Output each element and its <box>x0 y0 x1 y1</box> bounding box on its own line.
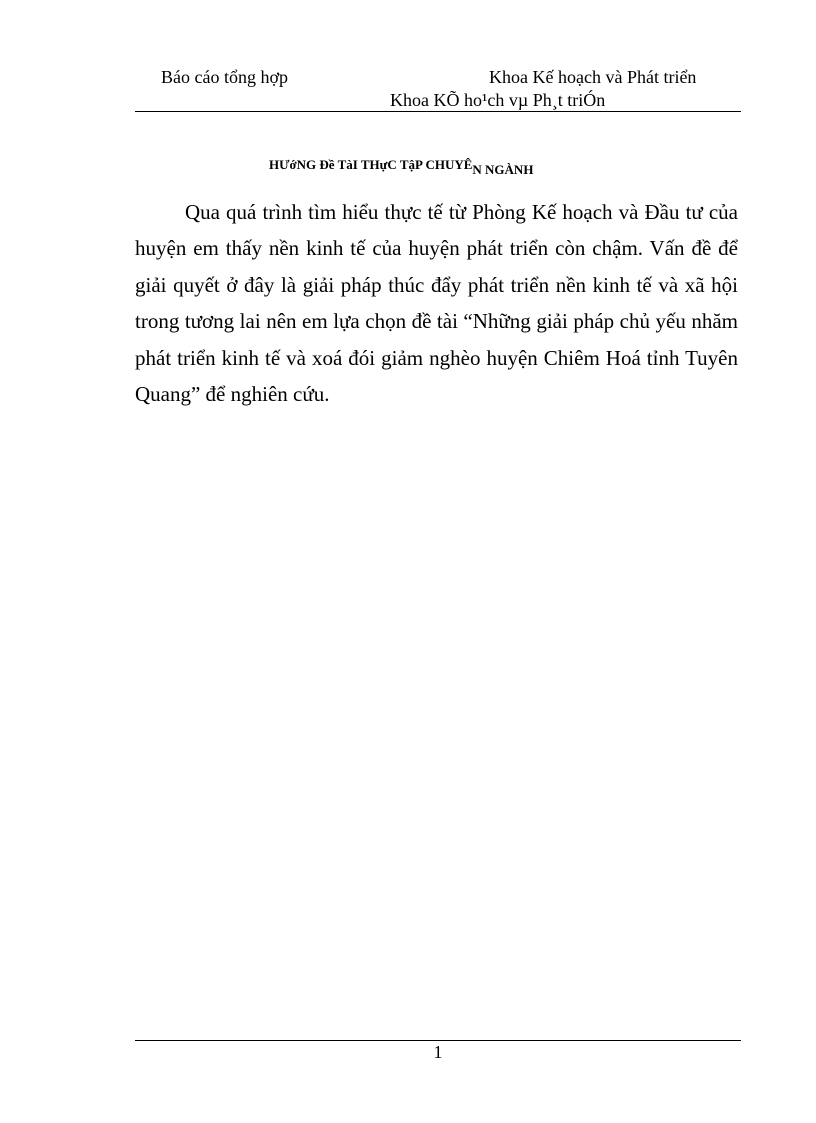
header-faculty-name-legacy-encoding: Khoa KÕ ho¹ch vµ Ph¸t triÓn <box>390 90 606 110</box>
page-number: 1 <box>433 1042 443 1062</box>
section-title-main: HƯớNG Đề TàI THựC TậP CHUYÊ <box>269 157 473 172</box>
header-divider <box>135 111 741 112</box>
section-title-tail: N NGÀNH <box>472 162 534 177</box>
header-faculty-name: Khoa Kế hoạch và Phát triển <box>489 67 697 87</box>
header-report-title: Báo cáo tổng hợp <box>161 67 288 87</box>
body-paragraph: Qua quá trình tìm hiểu thực tế từ Phòng Kế hoạch và Đầu tư của huyện em thấy nền kinh tế của huyện phát triển còn chậm. Vấn đề để giải quyết ở đây là giải pháp thúc đẩy phát triển nền kinh tế và xã hội trong tương lai nên em lựa chọn đề tài “Những giải pháp chủ yếu nhăm phát triển kinh tế và xoá đói giảm nghèo huyện Chiêm Hoá tỉnh Tuyên Quang” để nghiên cứu. <box>135 200 738 407</box>
section-title <box>269 156 534 177</box>
